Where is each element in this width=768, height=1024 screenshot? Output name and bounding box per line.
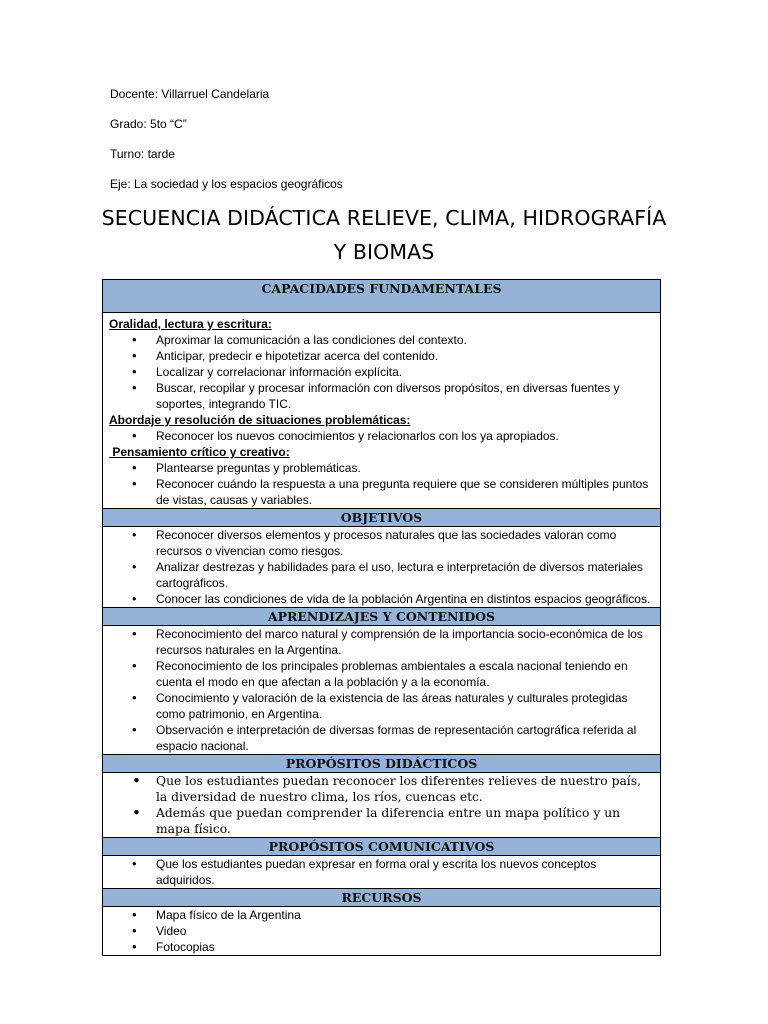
capacidad-list-abordaje — [103, 428, 660, 444]
capacidad-list-pensamiento — [103, 460, 660, 508]
capacidades-header: CAPACIDADES FUNDAMENTALES — [103, 280, 660, 313]
list-item: • Conocer las condiciones de vida de la población Argentina en distintos espacios geográficos. — [103, 591, 660, 607]
recursos-section — [103, 907, 660, 955]
turno-line: Turno: tarde — [110, 147, 175, 161]
list-item: • Reconocer diversos elementos y procesos naturales que las sociedades valoran como recursos o vivencian como riesgos. — [103, 527, 660, 559]
list-item: • Localizar y correlacionar información explícita. — [103, 364, 660, 380]
capacidades-section — [103, 313, 660, 509]
docente-line: Docente: Villarruel Candelaria — [110, 87, 270, 101]
grado-line: Grado: 5to “C” — [110, 117, 187, 131]
objetivos-section — [103, 527, 660, 608]
list-item: • Plantearse preguntas y problemáticas. — [103, 460, 660, 476]
propositos-didacticos-section — [103, 773, 660, 838]
objetivos-header: OBJETIVOS — [103, 509, 660, 527]
aprendizajes-header: APRENDIZAJES Y CONTENIDOS — [103, 608, 660, 626]
list-item: • Además que puedan comprender la diferencia entre un mapa político y un mapa físico. — [103, 805, 660, 837]
list-item: • Que los estudiantes puedan expresar en forma oral y escrita los nuevos conceptos adquiridos. — [103, 856, 660, 888]
propositos-didacticos-header: PROPÓSITOS DIDÁCTICOS — [103, 755, 660, 773]
list-item: • Reconocimiento del marco natural y comprensión de la importancia socio-económica de los recursos naturales en la Argentina. — [103, 626, 660, 658]
list-item: • Conocimiento y valoración de la existencia de las áreas naturales y culturales protegidas como patrimonio, en Argentina. — [103, 690, 660, 722]
list-item: • Buscar, recopilar y procesar información con diversos propósitos, en diversas fuentes y soportes, integrando TIC. — [103, 380, 660, 412]
list-item: • Reconocimiento de los principales problemas ambientales a escala nacional teniendo en cuenta el modo en que afectan a la población y a la economía. — [103, 658, 660, 690]
document-title: SECUENCIA DIDÁCTICA RELIEVE, CLIMA, HIDROGRAFÍA Y BIOMAS — [101, 206, 667, 264]
capacidad-heading-pensamiento: Pensamiento crítico y creativo: — [109, 445, 290, 459]
propositos-comunicativos-section — [103, 856, 660, 889]
recursos-header: RECURSOS — [103, 889, 660, 907]
capacidad-heading-abordaje: Abordaje y resolución de situaciones problemáticas: — [109, 413, 411, 427]
list-item: • Mapa físico de la Argentina — [103, 907, 660, 923]
list-item: • Video — [103, 923, 660, 939]
list-item: • Reconocer los nuevos conocimientos y relacionarlos con los ya apropiados. — [103, 428, 660, 444]
propositos-comunicativos-header: PROPÓSITOS COMUNICATIVOS — [103, 838, 660, 856]
list-item: • Anticipar, predecir e hipotetizar acerca del contenido. — [103, 348, 660, 364]
capacidad-heading-oralidad: Oralidad, lectura y escritura: — [109, 317, 272, 331]
list-item: • Aproximar la comunicación a las condiciones del contexto. — [103, 332, 660, 348]
eje-line: Eje: La sociedad y los espacios geográficos — [110, 177, 343, 191]
list-item: • Reconocer cuándo la respuesta a una pregunta requiere que se consideren múltiples puntos de vistas, causas y variables. — [103, 476, 660, 508]
capacidad-list-oralidad — [103, 332, 660, 412]
aprendizajes-section — [103, 626, 660, 755]
list-item: • Observación e interpretación de diversas formas de representación cartográfica referida al espacio nacional. — [103, 722, 660, 754]
list-item: • Analizar destrezas y habilidades para el uso, lectura e interpretación de diversos materiales cartográficos. — [103, 559, 660, 591]
list-item: • Fotocopias — [103, 939, 660, 955]
planning-table — [102, 279, 661, 956]
list-item: • Que los estudiantes puedan reconocer los diferentes relieves de nuestro país, la diversidad de nuestro clima, los ríos, cuencas etc. — [103, 773, 660, 805]
